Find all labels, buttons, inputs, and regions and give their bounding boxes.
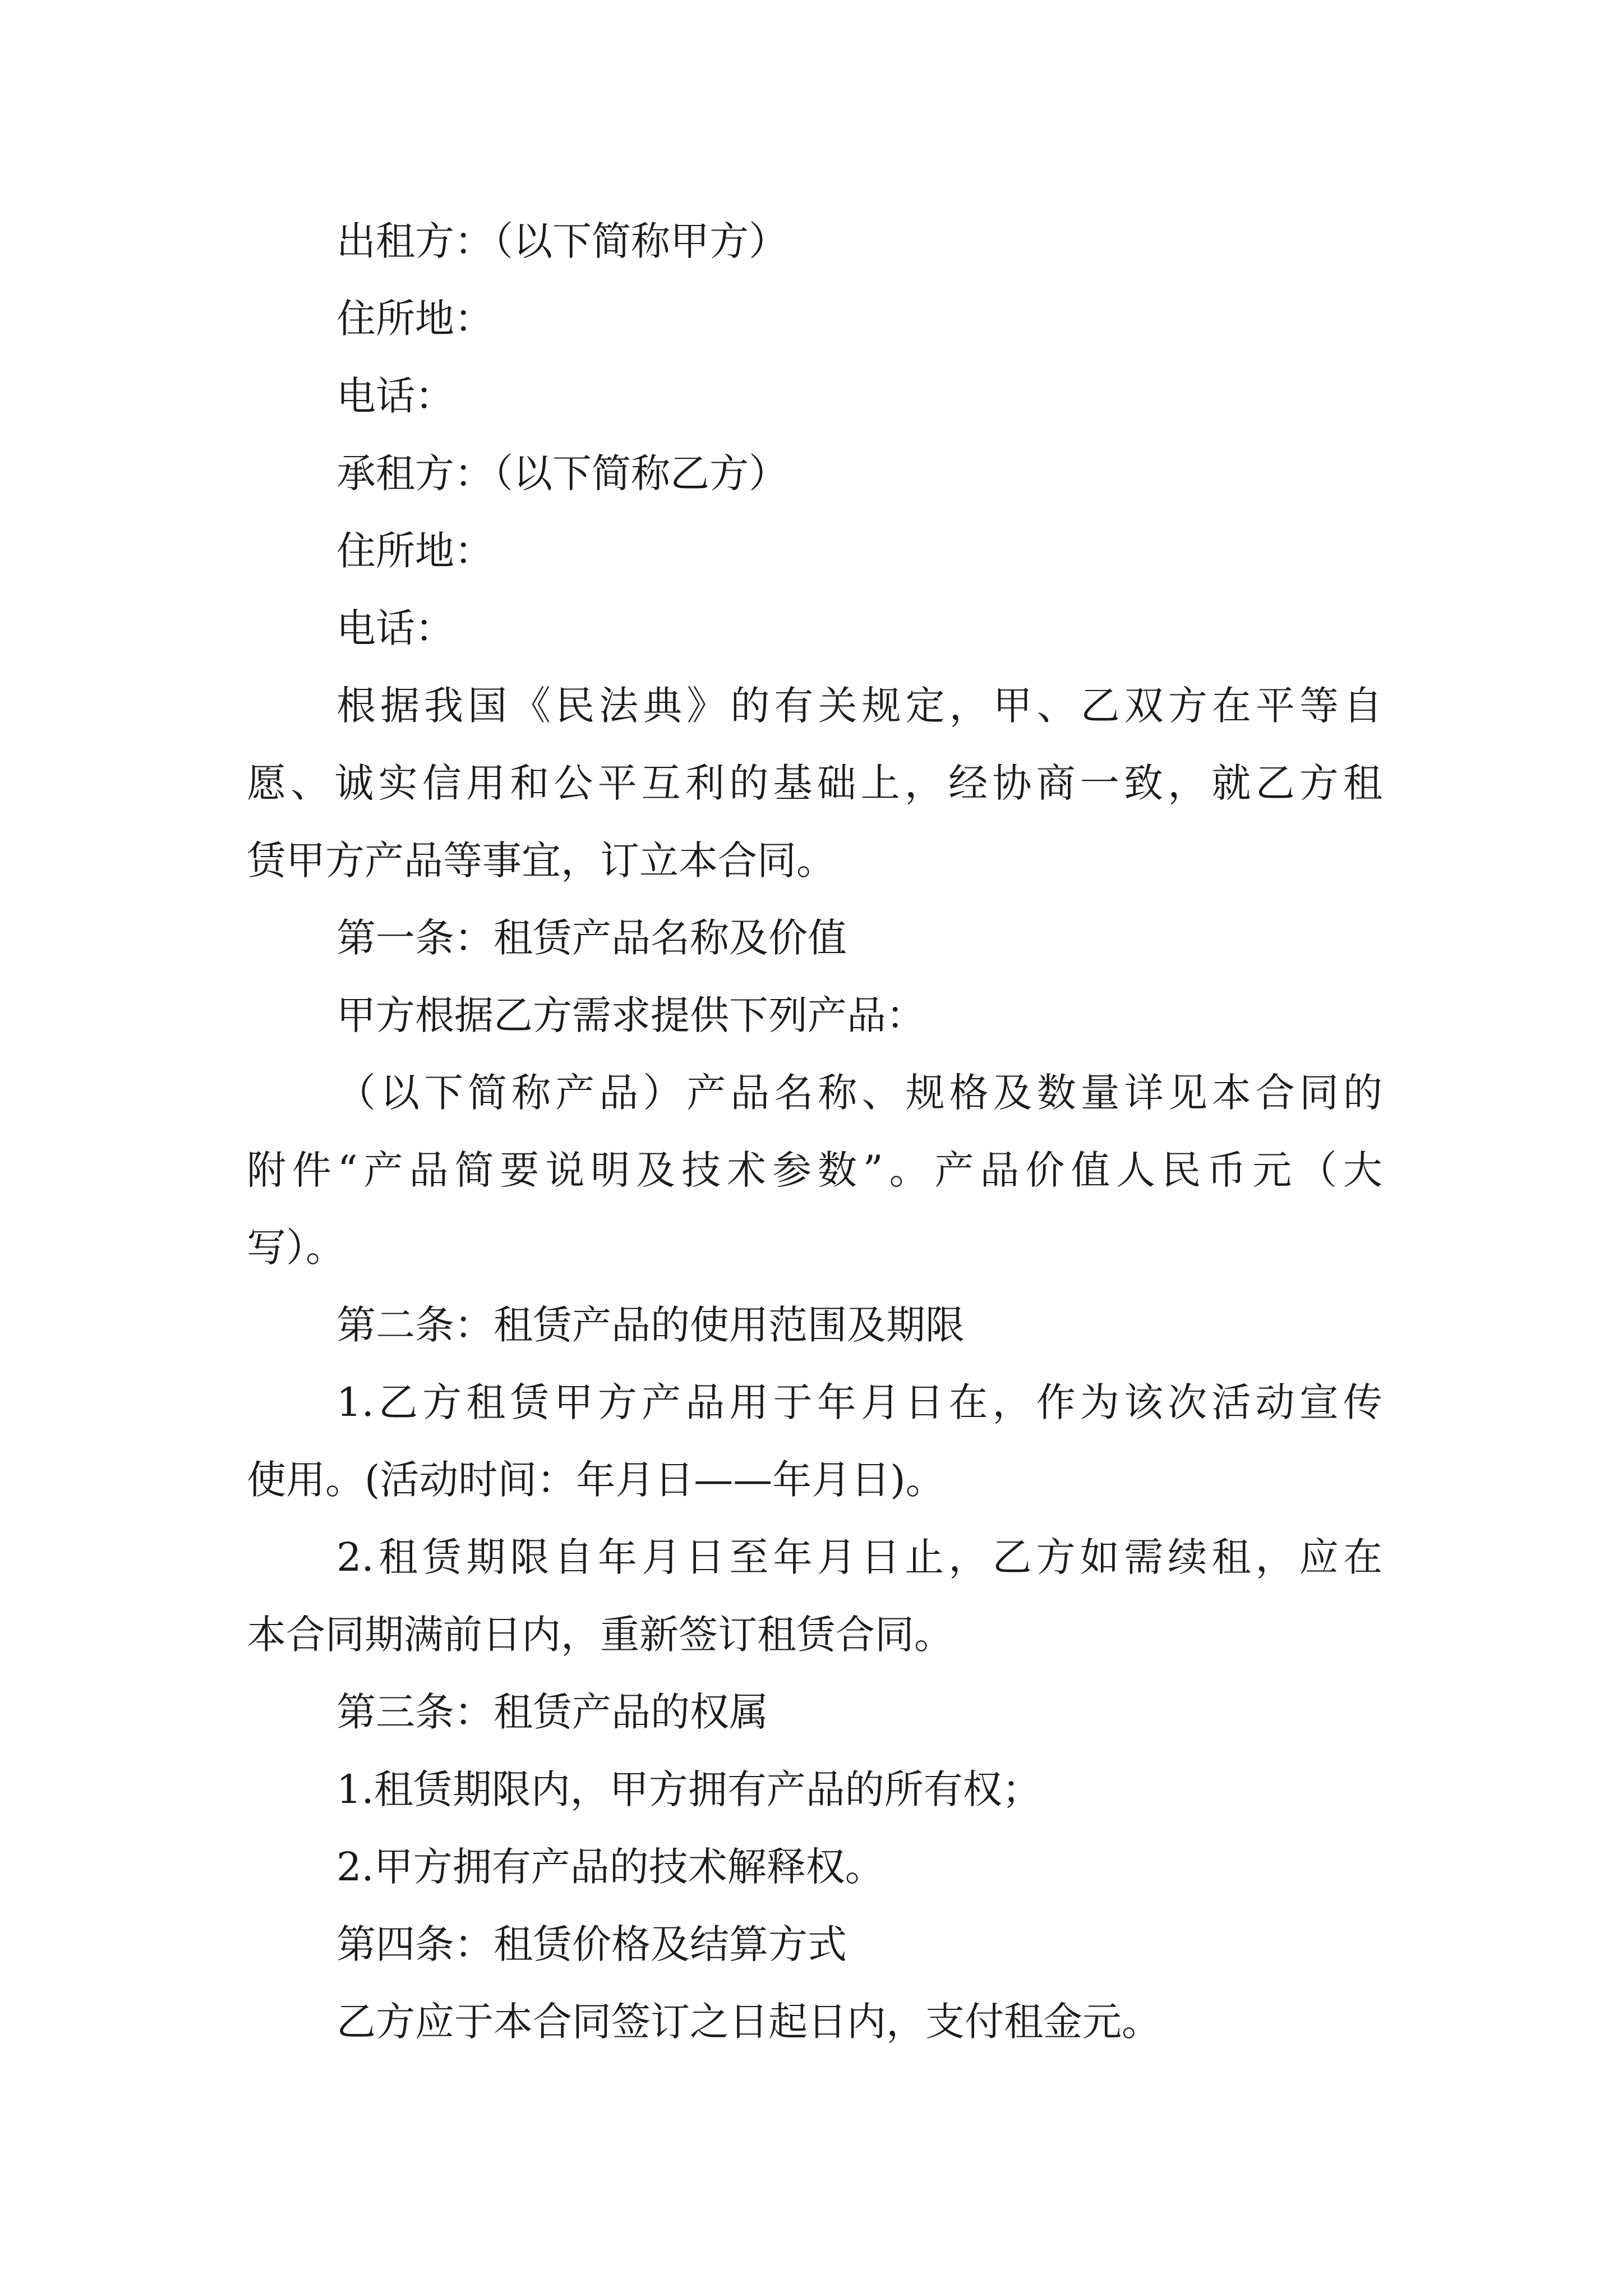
article2-heading: 第二条：租赁产品的使用范围及期限 xyxy=(336,1302,965,1348)
lessor-phone-line: 电话： xyxy=(336,373,454,419)
article1-para-line-1: （以下简称产品）产品名称、规格及数量详见本合同的 xyxy=(336,1070,1382,1116)
article3-heading: 第三条：租赁产品的权属 xyxy=(336,1689,768,1735)
article1-para-line-2: 附件“产品简要说明及技术参数”。产品价值人民币元（大 xyxy=(247,1147,1382,1193)
lessee-phone-line: 电话： xyxy=(336,605,454,651)
article4-heading: 第四条：租赁价格及结算方式 xyxy=(336,1921,847,1967)
article2-item2-line-2: 本合同期满前日内，重新签订租赁合同。 xyxy=(247,1612,953,1658)
article3-item-2: 2.甲方拥有产品的技术解释权。 xyxy=(336,1844,884,1890)
article3-item-1: 1.租赁期限内，甲方拥有产品的所有权； xyxy=(336,1766,1041,1812)
article1-para-line-3: 写）。 xyxy=(247,1225,345,1271)
article4-line-1: 乙方应于本合同签订之日起日内，支付租金元。 xyxy=(336,1999,1161,2045)
lessor-line: 出租方：（以下简称甲方） xyxy=(336,218,788,264)
lessee-line: 承租方：（以下简称乙方） xyxy=(336,450,788,496)
article1-line-1: 甲方根据乙方需求提供下列产品： xyxy=(336,992,925,1038)
preamble-line-2: 愿、诚实信用和公平互利的基础上，经协商一致，就乙方租 xyxy=(247,760,1382,806)
preamble-line-3: 赁甲方产品等事宜，订立本合同。 xyxy=(247,838,836,884)
article2-item2-line-1: 2.租赁期限自年月日至年月日止，乙方如需续租，应在 xyxy=(336,1534,1382,1580)
article2-item1-line-2: 使用。(活动时间：年月日——年月日)。 xyxy=(247,1457,945,1503)
preamble-line-1: 根据我国《民法典》的有关规定，甲、乙双方在平等自 xyxy=(336,683,1382,729)
article2-item1-line-1: 1.乙方租赁甲方产品用于年月日在，作为该次活动宣传 xyxy=(336,1379,1382,1425)
lessor-address-line: 住所地： xyxy=(336,296,494,342)
lessee-address-line: 住所地： xyxy=(336,528,494,574)
article1-heading: 第一条：租赁产品名称及价值 xyxy=(336,915,847,961)
